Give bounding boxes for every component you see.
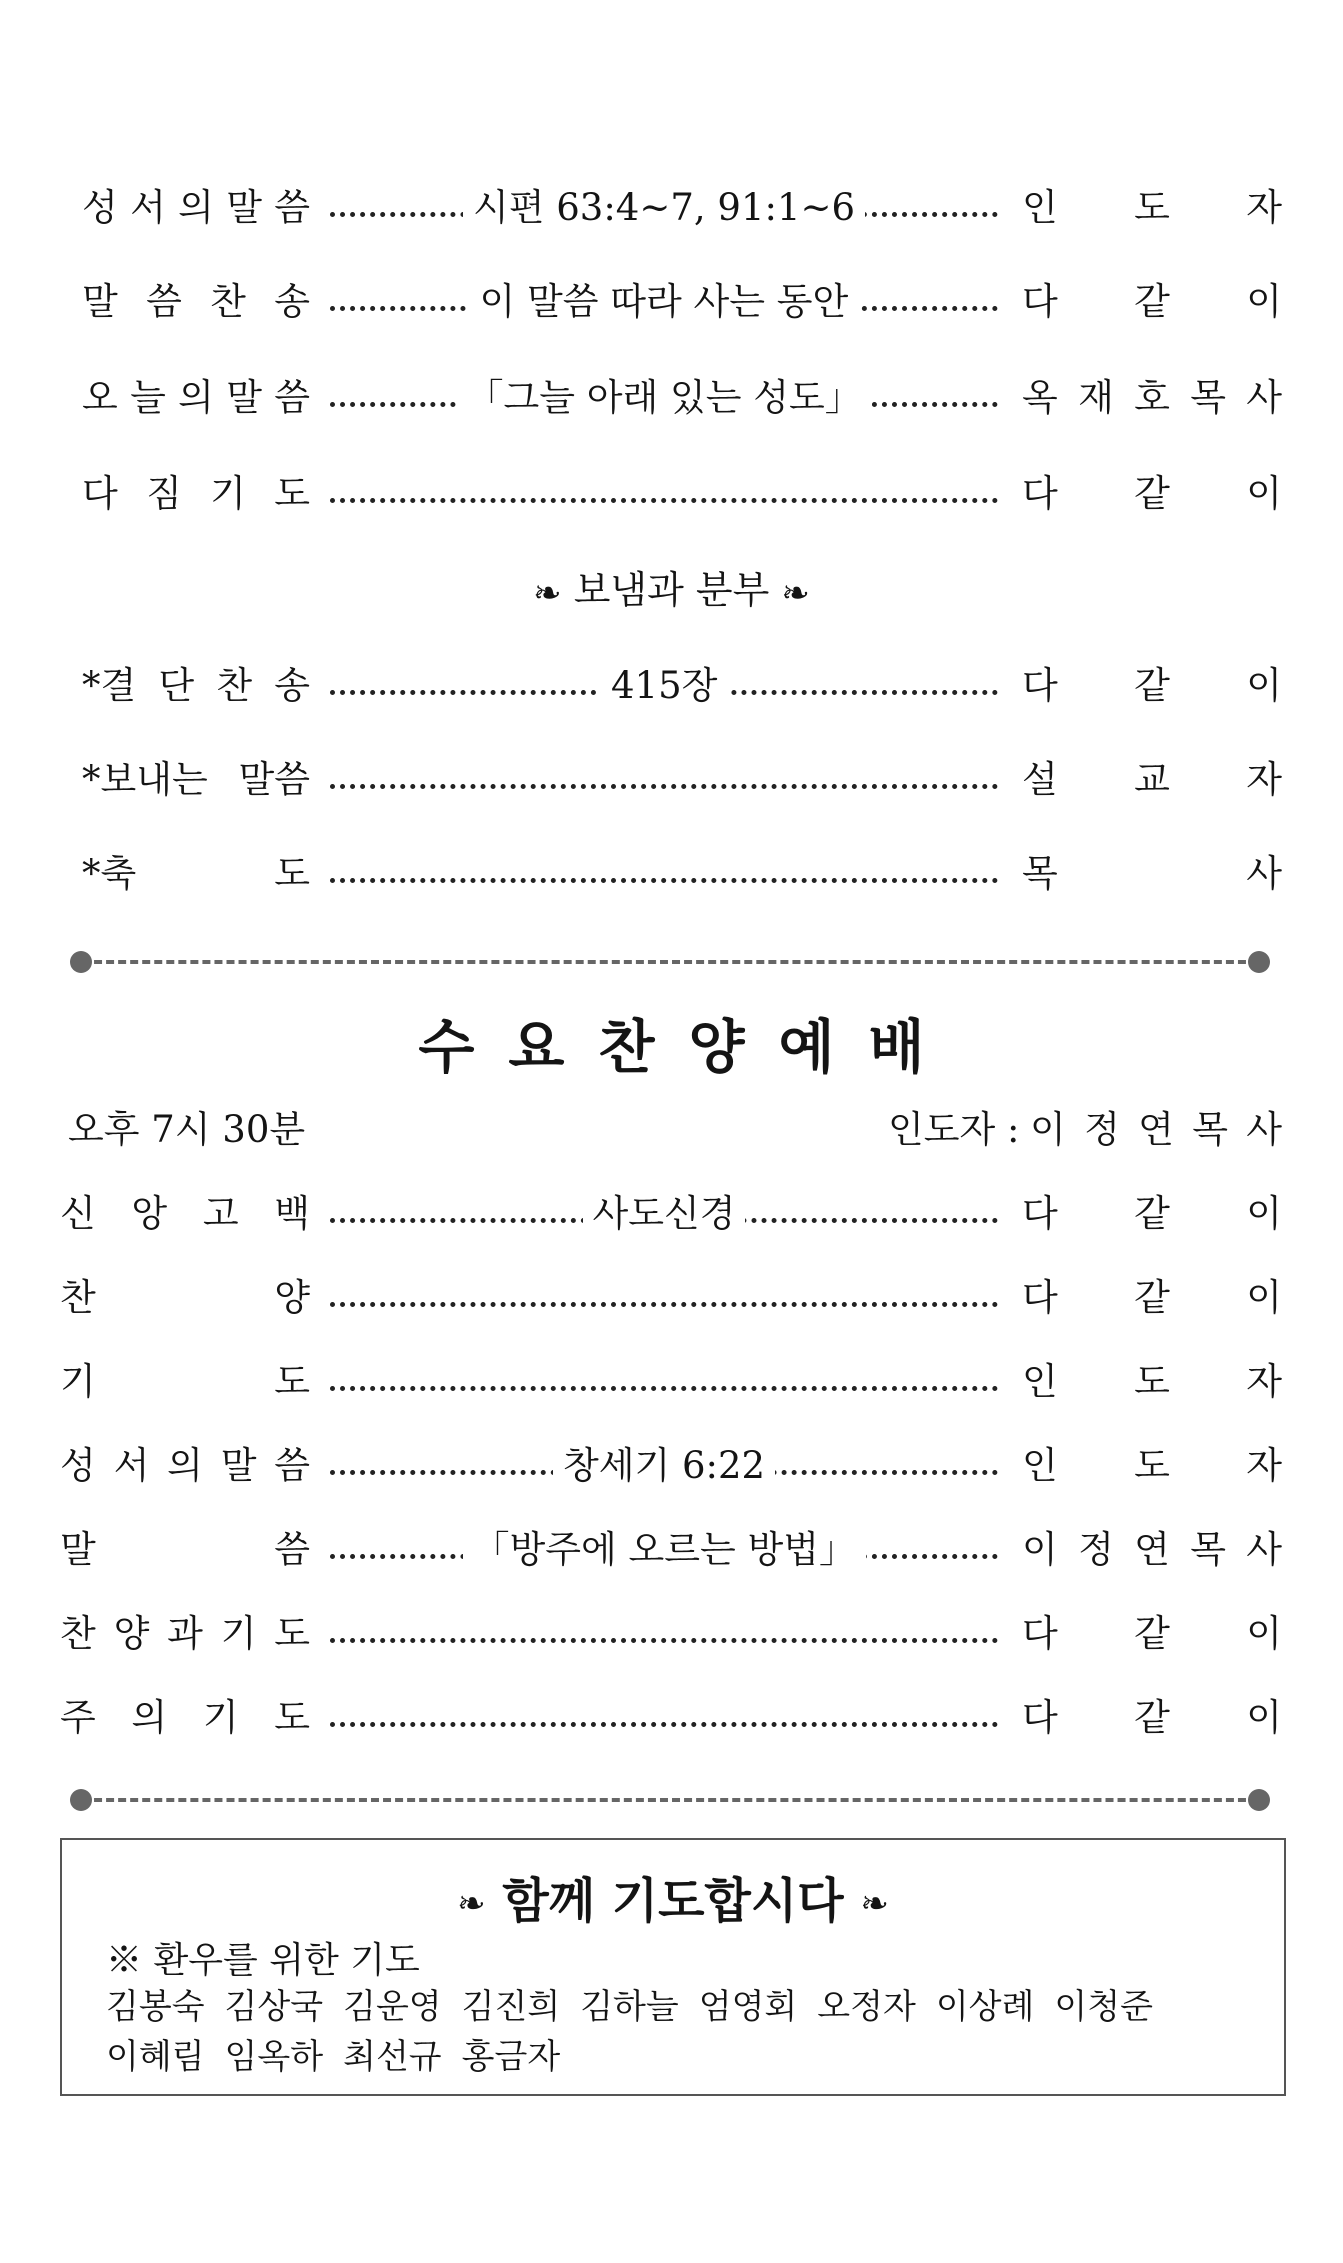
label-char: 기: [220, 1612, 257, 1655]
responsible-char: 목: [1190, 376, 1226, 419]
responsible-char: 이: [1246, 280, 1282, 323]
label-char: 성: [60, 1444, 96, 1487]
row-label: [82, 464, 310, 524]
prayer-name: 홍금자: [461, 2037, 561, 2077]
row-responsible: [1022, 1436, 1282, 1496]
service-row: [0, 368, 1343, 428]
label-char: *보내는: [82, 758, 208, 801]
label-char: 씀: [274, 1528, 310, 1571]
row-responsible: [1022, 656, 1282, 716]
label-char: 도: [274, 472, 310, 515]
row-content: 「그늘 아래 있는 성도」: [457, 368, 872, 428]
prayer-name: 김상국: [224, 1987, 324, 2027]
prayer-name: 최선규: [343, 2037, 442, 2077]
row-responsible: [1022, 464, 1282, 524]
label-char: 찬: [60, 1276, 96, 1319]
row-responsible: [1022, 1184, 1282, 1244]
responsible-char: 다: [1022, 1696, 1058, 1739]
row-label: [60, 1184, 310, 1244]
label-char: 주: [60, 1696, 96, 1739]
leader-name-char: 목: [1192, 1108, 1228, 1151]
label-char: 의: [131, 1696, 168, 1739]
responsible-char: 사: [1246, 1528, 1282, 1571]
responsible-char: 다: [1022, 1612, 1058, 1655]
row-label: [82, 750, 310, 810]
service-row: [0, 1520, 1343, 1580]
responsible-char: 호: [1134, 376, 1170, 419]
label-char: 고: [202, 1192, 239, 1235]
ornament-left-icon: ❧: [533, 573, 562, 614]
label-char: 찬: [216, 664, 253, 707]
row-responsible: [1022, 1688, 1282, 1748]
label-char: 기: [60, 1360, 96, 1403]
prayer-name: 이청준: [1054, 1987, 1153, 2027]
label-char: 찬: [210, 280, 246, 323]
responsible-char: 도: [1134, 186, 1170, 229]
leader-name-char: 정: [1084, 1108, 1120, 1151]
label-char: 서: [113, 1444, 150, 1487]
service-row: [0, 750, 1343, 810]
time-leader-row: [0, 1100, 1343, 1160]
responsible-char: 정: [1078, 1528, 1114, 1571]
service-row: [0, 656, 1343, 716]
label-char: 백: [274, 1192, 310, 1235]
leader-dots: [330, 1688, 998, 1748]
responsible-char: 목: [1022, 852, 1058, 895]
row-responsible: [1022, 844, 1282, 904]
responsible-char: 자: [1246, 758, 1282, 801]
row-label: [82, 368, 310, 428]
responsible-char: 이: [1246, 1276, 1282, 1319]
row-responsible: [1022, 1520, 1282, 1580]
label-char: 말: [60, 1528, 96, 1571]
leader-name-char: 사: [1246, 1108, 1282, 1151]
sending-heading: [0, 560, 1343, 624]
leader-name: [1030, 1100, 1282, 1160]
prayer-name: 이상례: [935, 1987, 1035, 2027]
responsible-char: 같: [1134, 1276, 1170, 1319]
responsible-char: 이: [1246, 1696, 1282, 1739]
row-label: [60, 1352, 310, 1412]
label-char: 앙: [131, 1192, 168, 1235]
prayer-box: [60, 1838, 1286, 2096]
responsible-char: 이: [1246, 664, 1282, 707]
row-label: [60, 1604, 310, 1664]
ornament-left-icon: ❧: [457, 1884, 486, 1924]
leader-dots: [330, 844, 998, 904]
prayer-names: [106, 1982, 1246, 2082]
responsible-char: 이: [1246, 1192, 1282, 1235]
label-char: 말: [226, 376, 262, 419]
label-char: 도: [274, 1612, 310, 1655]
service-row: [0, 1436, 1343, 1496]
label-char: *결: [82, 664, 137, 707]
label-char: 신: [60, 1192, 96, 1235]
row-label: [60, 1268, 310, 1328]
prayer-subtitle: ※ 환우를 위한 기도: [106, 1940, 420, 1981]
wednesday-service-title: 수요찬양예배: [418, 1013, 959, 1081]
sending-heading-text: 보냄과 분부: [573, 568, 770, 612]
responsible-char: 같: [1134, 664, 1170, 707]
service-time: 오후 7시 30분: [68, 1108, 306, 1151]
responsible-char: 자: [1246, 1444, 1282, 1487]
responsible-char: 자: [1246, 186, 1282, 229]
label-char: 씀: [274, 376, 310, 419]
label-char: 양: [113, 1612, 150, 1655]
label-char: 늘: [130, 376, 166, 419]
responsible-char: 도: [1134, 1444, 1170, 1487]
label-char: 기: [210, 472, 246, 515]
leader-dots: [330, 750, 998, 810]
responsible-char: 사: [1246, 852, 1282, 895]
label-char: 도: [274, 852, 310, 895]
row-responsible: [1022, 1352, 1282, 1412]
responsible-char: 옥: [1022, 376, 1058, 419]
leader-name-char: 연: [1138, 1108, 1174, 1151]
responsible-char: 다: [1022, 1276, 1058, 1319]
prayer-name: 김진희: [461, 1987, 561, 2027]
label-char: 씀: [274, 1444, 310, 1487]
row-label: [60, 1436, 310, 1496]
row-label: [60, 1688, 310, 1748]
row-label: [82, 178, 310, 238]
row-content: 「방주에 오르는 방법」: [463, 1520, 866, 1580]
row-responsible: [1022, 1268, 1282, 1328]
label-char: 송: [274, 664, 310, 707]
label-char: 도: [274, 1696, 310, 1739]
label-char: 서: [130, 186, 166, 229]
row-content: 시편 63:4~7, 91:1~6: [463, 178, 865, 238]
service-row: [0, 1352, 1343, 1412]
label-char: 의: [178, 186, 214, 229]
row-responsible: [1022, 368, 1282, 428]
label-char: 씀: [146, 280, 182, 323]
prayer-name: 김하늘: [580, 1987, 679, 2027]
label-char: 다: [82, 472, 118, 515]
prayer-name: 김운영: [343, 1987, 442, 2027]
responsible-char: 교: [1134, 758, 1170, 801]
responsible-char: 같: [1134, 1192, 1170, 1235]
responsible-char: 다: [1022, 280, 1058, 323]
responsible-char: 이: [1022, 1528, 1058, 1571]
ornament-right-icon: ❧: [860, 1884, 889, 1924]
responsible-char: 인: [1022, 1444, 1058, 1487]
service-row: [0, 272, 1343, 332]
label-char: 씀: [274, 186, 310, 229]
row-content: 사도신경: [583, 1184, 746, 1244]
responsible-char: 같: [1134, 1696, 1170, 1739]
prayer-name: 이혜림: [106, 2037, 205, 2077]
responsible-char: 목: [1190, 1528, 1226, 1571]
service-row: [0, 1688, 1343, 1748]
service-row: [0, 464, 1343, 524]
label-char: 단: [158, 664, 195, 707]
row-responsible: [1022, 1604, 1282, 1664]
responsible-char: 인: [1022, 1360, 1058, 1403]
responsible-char: 다: [1022, 664, 1058, 707]
leader-dots: [330, 1268, 998, 1328]
responsible-char: 설: [1022, 758, 1058, 801]
row-label: [60, 1520, 310, 1580]
leader-label: 인도자 :: [888, 1108, 1020, 1151]
prayer-name: 엄영회: [698, 1987, 798, 2027]
row-label: [82, 844, 310, 904]
leader-dots: [330, 1352, 998, 1412]
responsible-char: 사: [1246, 376, 1282, 419]
label-char: 말: [220, 1444, 257, 1487]
prayer-title-text: 함께 기도합시다: [502, 1873, 844, 1929]
prayer-name: 김봉숙: [106, 1987, 205, 2027]
row-content: 이 말씀 따라 사는 동안: [470, 272, 859, 332]
row-content: 창세기 6:22: [553, 1436, 775, 1496]
ornament-right-icon: ❧: [781, 573, 810, 614]
row-responsible: [1022, 272, 1282, 332]
row-responsible: [1022, 178, 1282, 238]
responsible-char: 연: [1134, 1528, 1170, 1571]
service-row: [0, 1268, 1343, 1328]
label-char: 성: [82, 186, 118, 229]
leader-name-char: 이: [1030, 1108, 1066, 1151]
service-row: [0, 844, 1343, 904]
row-label: [82, 656, 310, 716]
responsible-char: 재: [1078, 376, 1114, 419]
label-char: 짐: [146, 472, 182, 515]
responsible-char: 같: [1134, 280, 1170, 323]
label-char: 송: [274, 280, 310, 323]
service-row: [0, 1184, 1343, 1244]
responsible-char: 같: [1134, 472, 1170, 515]
label-char: 찬: [60, 1612, 96, 1655]
responsible-char: 자: [1246, 1360, 1282, 1403]
label-char: 오: [82, 376, 118, 419]
label-char: 말: [226, 186, 262, 229]
responsible-char: 같: [1134, 1612, 1170, 1655]
leader-dots: [330, 464, 998, 524]
leader-dots: [330, 1604, 998, 1664]
responsible-char: 도: [1134, 1360, 1170, 1403]
responsible-char: 이: [1246, 472, 1282, 515]
service-row: [0, 178, 1343, 238]
label-char: 양: [274, 1276, 310, 1319]
label-char: 과: [167, 1612, 203, 1655]
label-char: 기: [202, 1696, 239, 1739]
row-responsible: [1022, 750, 1282, 810]
label-char: 의: [178, 376, 214, 419]
label-char: 의: [167, 1444, 203, 1487]
responsible-char: 다: [1022, 1192, 1058, 1235]
section-divider: [70, 950, 1270, 974]
label-char: 도: [274, 1360, 310, 1403]
prayer-name: 오정자: [817, 1987, 916, 2027]
responsible-char: 다: [1022, 472, 1058, 515]
label-char: *축: [82, 852, 137, 895]
responsible-char: 인: [1022, 186, 1058, 229]
prayer-title: [62, 1862, 1284, 1931]
row-content: 415장: [601, 656, 727, 716]
section-divider: [70, 1788, 1270, 1812]
row-label: [82, 272, 310, 332]
responsible-char: 이: [1246, 1612, 1282, 1655]
prayer-name: 임옥하: [224, 2037, 324, 2077]
label-char: 말씀: [238, 758, 310, 801]
service-row: [0, 1604, 1343, 1664]
label-char: 말: [82, 280, 118, 323]
